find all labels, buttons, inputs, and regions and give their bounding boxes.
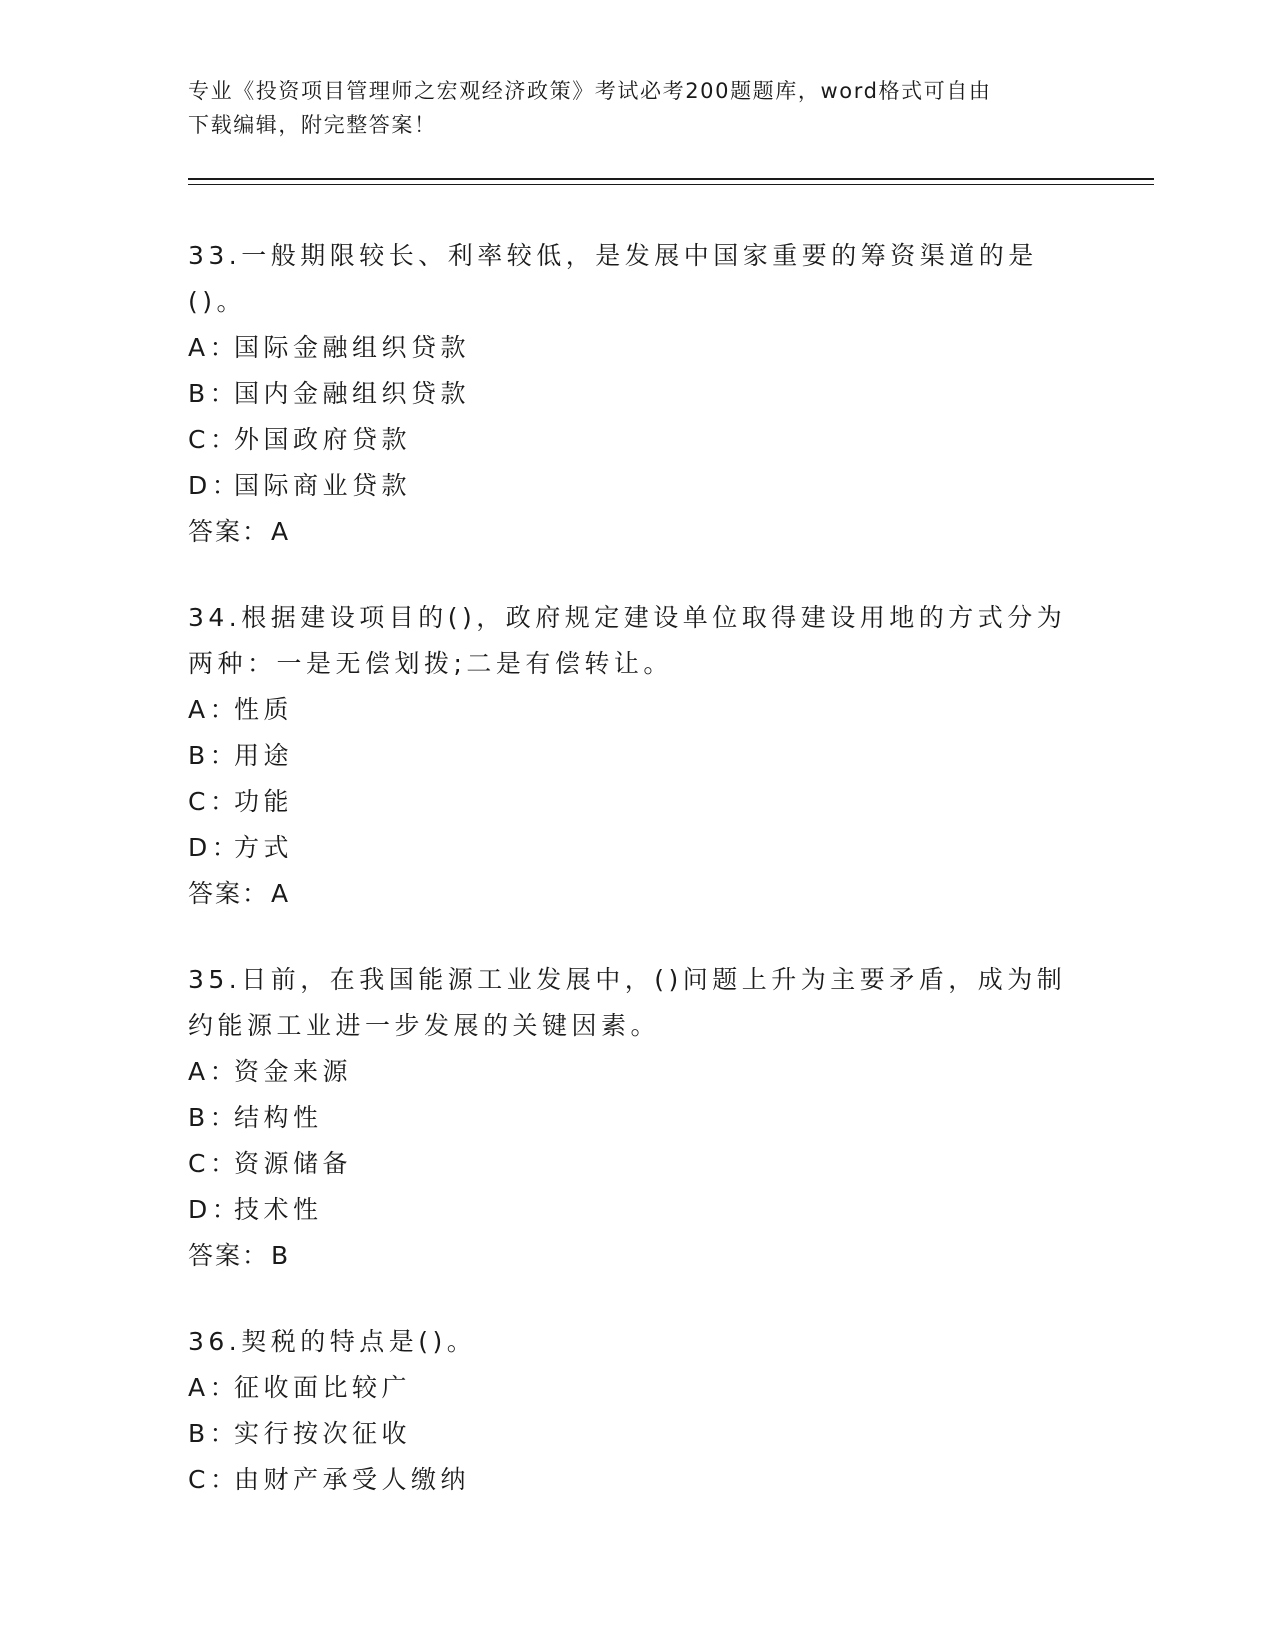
- header-divider-thin: [188, 184, 1154, 185]
- option-text: 用途: [234, 741, 294, 770]
- answer-value: A: [271, 879, 291, 908]
- option-d: [188, 825, 1088, 871]
- option-b: [188, 1095, 1088, 1141]
- option-text: 方式: [234, 833, 294, 862]
- option-key: C：: [188, 1149, 240, 1178]
- option-d: [188, 1187, 1088, 1233]
- option-text: 资源储备: [234, 1149, 353, 1178]
- option-key: A：: [188, 1057, 240, 1086]
- option-text: 国际商业贷款: [234, 471, 412, 500]
- option-c: [188, 1141, 1088, 1187]
- question-34: [188, 595, 1088, 917]
- option-a: [188, 1365, 1088, 1411]
- option-key: D：: [188, 1195, 242, 1224]
- header-line-2: 下载编辑，附完整答案！: [188, 113, 437, 137]
- option-text: 实行按次征收: [234, 1419, 412, 1448]
- option-text: 征收面比较广: [234, 1373, 412, 1402]
- option-c: [188, 1457, 1088, 1503]
- option-text: 结构性: [234, 1103, 323, 1132]
- option-text: 外国政府贷款: [234, 425, 412, 454]
- answer-value: A: [271, 517, 291, 546]
- document-header: [188, 74, 1068, 142]
- header-divider-thick: [188, 178, 1154, 180]
- option-key: B：: [188, 1419, 240, 1448]
- option-text: 国内金融组织贷款: [234, 379, 471, 408]
- option-key: C：: [188, 425, 240, 454]
- option-key: A：: [188, 1373, 240, 1402]
- option-key: B：: [188, 741, 240, 770]
- option-b: [188, 1411, 1088, 1457]
- option-text: 资金来源: [234, 1057, 353, 1086]
- option-key: C：: [188, 787, 240, 816]
- question-text: 34.根据建设项目的()，政府规定建设单位取得建设用地的方式分为两种：一是无偿划拨;二是有偿转让。: [188, 603, 1067, 678]
- option-b: [188, 733, 1088, 779]
- option-key: C：: [188, 1465, 240, 1494]
- option-key: B：: [188, 379, 240, 408]
- option-text: 国际金融组织贷款: [234, 333, 471, 362]
- answer-label: 答案：: [188, 879, 270, 908]
- option-key: A：: [188, 695, 240, 724]
- question-text: 36.契税的特点是()。: [188, 1327, 477, 1356]
- option-a: [188, 1049, 1088, 1095]
- answer-line: [188, 871, 1088, 917]
- question-36: [188, 1319, 1088, 1503]
- question-list: [188, 233, 1088, 1543]
- option-key: D：: [188, 833, 242, 862]
- option-key: B：: [188, 1103, 240, 1132]
- option-c: [188, 779, 1088, 825]
- option-text: 由财产承受人缴纳: [234, 1465, 471, 1494]
- option-text: 技术性: [234, 1195, 323, 1224]
- answer-line: [188, 1233, 1088, 1279]
- option-a: [188, 687, 1088, 733]
- option-d: [188, 463, 1088, 509]
- option-b: [188, 371, 1088, 417]
- answer-value: B: [271, 1241, 291, 1270]
- option-c: [188, 417, 1088, 463]
- header-line-1: 专业《投资项目管理师之宏观经济政策》考试必考200题题库，word格式可自由: [188, 79, 992, 103]
- option-text: 功能: [234, 787, 294, 816]
- question-text: 33.一般期限较长、利率较低，是发展中国家重要的筹资渠道的是()。: [188, 241, 1038, 316]
- answer-label: 答案：: [188, 1241, 270, 1270]
- question-text: 35.日前，在我国能源工业发展中，()问题上升为主要矛盾，成为制约能源工业进一步发展的关键因素。: [188, 965, 1067, 1040]
- option-key: A：: [188, 333, 240, 362]
- option-text: 性质: [234, 695, 294, 724]
- answer-line: [188, 509, 1088, 555]
- option-key: D：: [188, 471, 242, 500]
- answer-label: 答案：: [188, 517, 270, 546]
- option-a: [188, 325, 1088, 371]
- question-33: [188, 233, 1088, 555]
- question-35: [188, 957, 1088, 1279]
